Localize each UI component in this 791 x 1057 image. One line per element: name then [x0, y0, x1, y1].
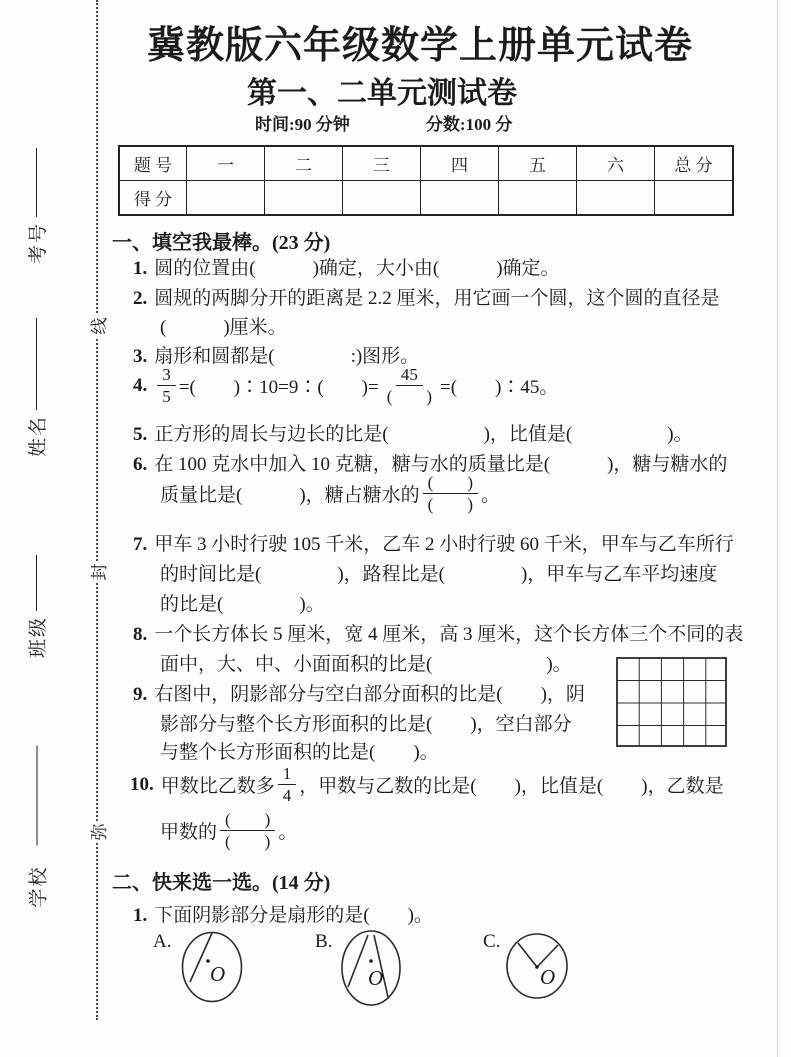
question-2-line2: ( )厘米。 [160, 317, 287, 338]
question-6-line1: 6. 在 100 克水中加入 10 克糖，糖与水的质量比是( )，糖与糖水的 [133, 454, 728, 475]
score-table-score-row [119, 181, 733, 216]
question-8-line2: 面中，大、中、小面面积的比是( )。 [160, 654, 572, 675]
score-col-2: 二 [265, 146, 343, 181]
question-8-line1: 8. 一个长方体长 5 厘米，宽 4 厘米，高 3 厘米，这个长方体三个不同的表 [133, 624, 744, 645]
field-name-label: 姓名 [27, 414, 49, 457]
question-3: 3. 扇形和圆都是( :)图形。 [133, 346, 420, 367]
score-col-5: 五 [499, 146, 577, 181]
score-col-4: 四 [421, 146, 499, 181]
time-score-line [255, 110, 512, 135]
question-7-line1: 7. 甲车 3 小时行驶 105 千米，乙车 2 小时行驶 60 千米，甲车与乙车所行 [133, 534, 734, 555]
option-b-center-label: O [368, 966, 384, 990]
question-10-line2: 甲数的 $\frac{( )}{( )}$ 。 [160, 810, 298, 851]
seal-char-feng: 封 [85, 561, 109, 583]
field-school [26, 743, 48, 908]
field-class-label: 班级 [27, 615, 49, 658]
score-cell [577, 181, 655, 216]
question-7-line3: 的比是( )。 [160, 594, 325, 615]
unit-subtitle: 第一、二单元测试卷 [247, 77, 517, 110]
fraction-1-4: $\frac{1}{4}$ [278, 763, 297, 806]
score-label: 分数:100 分 [425, 115, 513, 134]
question-9-line2: 影部分与整个长方形面积的比是( )，空白部分 [160, 714, 572, 735]
question-4: 4. $\frac{3}{5}$ =( )∶10=9∶( )= $\frac{45}{( )}$ =( )∶45。 [133, 365, 559, 406]
score-table-qnum-label: 题 号 [119, 146, 187, 181]
score-cell [421, 181, 499, 216]
question-7-line2: 的时间比是( )，路程比是( )，甲车与乙车平均速度 [160, 564, 718, 585]
field-name [25, 317, 47, 457]
fraction-blank-blank-2: $\frac{( )}{( )}$ [220, 809, 275, 852]
score-cell [499, 181, 577, 216]
score-cell [187, 181, 265, 216]
question-2-line1: 2. 圆规的两脚分开的距离是 2.2 厘米，用它画一个圆，这个圆的直径是 [133, 288, 720, 309]
option-a-circle-figure [181, 929, 245, 1005]
fraction-blank-blank: $\frac{( )}{( )}$ [423, 472, 478, 515]
score-cell [655, 181, 734, 216]
question-1: 1. 圆的位置由( )确定，大小由( )确定。 [133, 258, 560, 279]
seal-char-xian: 线 [85, 315, 109, 337]
score-table-score-label: 得 分 [119, 181, 187, 216]
field-name-blank [36, 318, 37, 410]
fraction-45-blank: $\frac{45}{( )}$ [386, 365, 433, 406]
option-c-center-label: O [540, 965, 556, 989]
section2-heading: 二、快来选一选。(14 分) [112, 872, 331, 894]
field-class-blank [36, 555, 37, 611]
score-table [118, 145, 734, 216]
question-10-line1: 10. 甲数比乙数多 $\frac{1}{4}$ ，甲数与乙数的比是( )，比值是( )，乙数是 [130, 764, 724, 805]
section1-heading: 一、填空我最棒。(23 分) [112, 232, 331, 254]
score-col-total: 总 分 [655, 146, 734, 181]
score-col-6: 六 [577, 146, 655, 181]
option-a-label: A. [153, 931, 172, 952]
question-6-line2: 质量比是( )，糖占糖水的 $\frac{( )}{( )}$ 。 [160, 473, 500, 514]
field-class [25, 554, 47, 658]
option-c-circle-figure [506, 933, 570, 1003]
seal-dotted-line [96, 0, 98, 1020]
section2-question-1: 1. 下面阴影部分是扇形的是( )。 [133, 905, 433, 926]
fraction-3-5: $\frac{3}{5}$ [157, 364, 176, 407]
question-5: 5. 正方形的周长与边长的比是( )，比值是( )。 [133, 424, 693, 445]
page-edge-line [777, 0, 778, 1057]
field-school-label: 学校 [28, 865, 49, 908]
question-9-line3: 与整个长方形面积的比是( )。 [160, 742, 439, 763]
question-9-line1: 9. 右图中，阴影部分与空白部分面积的比是( )，阴 [133, 684, 585, 705]
seal-char-mi: 弥 [85, 821, 109, 843]
option-c-label: C. [483, 931, 501, 952]
field-exam-number-label: 考号 [27, 221, 49, 264]
score-col-1: 一 [187, 146, 265, 181]
score-col-3: 三 [343, 146, 421, 181]
field-school-blank [36, 745, 37, 845]
score-cell [265, 181, 343, 216]
option-a-center-label: O [210, 962, 226, 986]
field-exam-number [25, 148, 47, 264]
score-table-header-row [119, 146, 733, 181]
paper-title: 冀教版六年级数学上册单元试卷 [146, 25, 693, 67]
question-9-grid-figure [616, 657, 727, 747]
field-exam-number-blank [36, 148, 37, 217]
option-b-circle-figure [341, 929, 403, 1007]
score-cell [343, 181, 421, 216]
time-label: 时间:90 分钟 [255, 115, 350, 134]
option-b-label: B. [315, 931, 333, 952]
